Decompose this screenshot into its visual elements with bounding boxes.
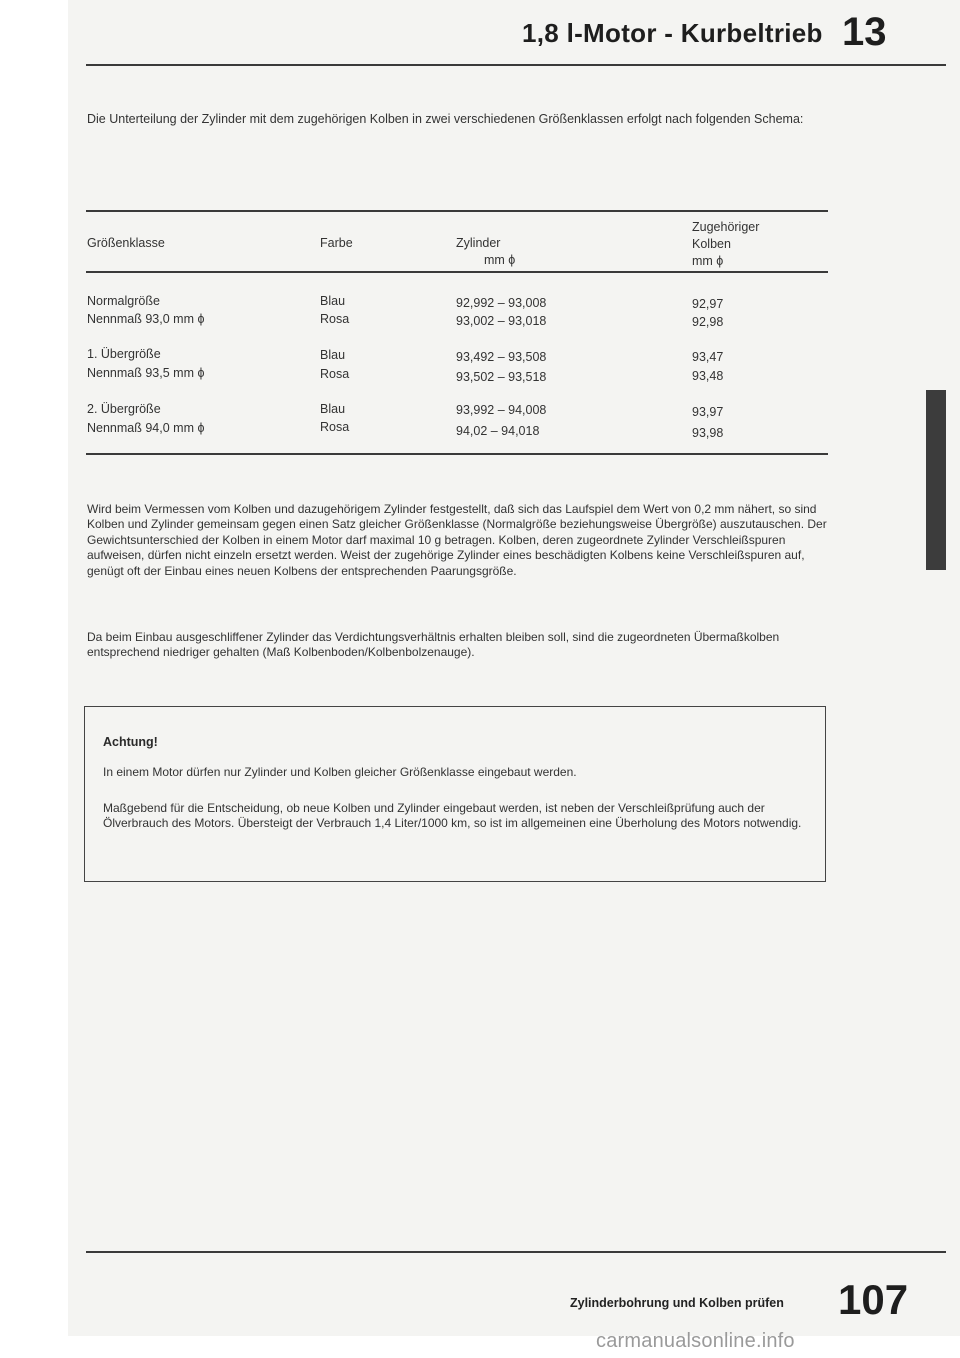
header-piston-unit: mm ϕ <box>692 254 724 268</box>
watermark: carmanualsonline.info <box>596 1330 795 1352</box>
header-rule <box>86 64 946 66</box>
warning-box <box>84 706 826 882</box>
header-cylinder-unit: mm ϕ <box>484 253 516 267</box>
warning-text: Maßgebend für die Entscheidung, ob neue Kolben und Zylinder eingebaut werden, ist neben der Verschleißprüfung auch der Ölverbrauch des Motors. Übersteigt der Verbrauch 1,4 Liter/1000 km, so ist im allgemeinen eine Überholung des Motors notwendig. <box>103 801 802 831</box>
table-row-label: 1. Übergröße <box>87 347 161 361</box>
header-size-class: Größenklasse <box>87 236 165 250</box>
table-cell-cylinder: 93,502 – 93,518 <box>456 370 547 384</box>
table-row-label: 2. Übergröße <box>87 402 161 416</box>
table-cell-piston: 93,97 <box>692 405 724 419</box>
table-cell-color: Rosa <box>320 367 350 381</box>
table-top-rule <box>86 210 828 212</box>
header-cylinder: Zylinder <box>456 236 501 250</box>
table-cell-color: Rosa <box>320 420 350 434</box>
chapter-number: 13 <box>842 10 887 54</box>
table-cell-color: Blau <box>320 402 346 416</box>
table-cell-color: Blau <box>320 348 346 362</box>
table-row-label: Nennmaß 93,0 mm ϕ <box>87 312 205 326</box>
header-piston: Zugehöriger <box>692 220 760 234</box>
table-cell-piston: 93,47 <box>692 350 724 364</box>
table-cell-piston: 92,98 <box>692 315 724 329</box>
header-piston-2: Kolben <box>692 237 731 251</box>
footer-section-title: Zylinderbohrung und Kolben prüfen <box>570 1296 784 1310</box>
table-cell-cylinder: 93,992 – 94,008 <box>456 403 547 417</box>
table-cell-color: Rosa <box>320 312 350 326</box>
table-row-label: Nennmaß 93,5 mm ϕ <box>87 366 205 380</box>
table-cell-cylinder: 94,02 – 94,018 <box>456 424 540 438</box>
page-number: 107 <box>838 1276 909 1323</box>
table-row-label: Normalgröße <box>87 294 160 308</box>
table-row-label: Nennmaß 94,0 mm ϕ <box>87 421 205 435</box>
table-cell-color: Blau <box>320 294 346 308</box>
manual-page <box>68 0 960 1336</box>
table-cell-piston: 92,97 <box>692 297 724 311</box>
table-cell-cylinder: 93,002 – 93,018 <box>456 314 547 328</box>
table-header-rule <box>86 271 828 273</box>
header-color: Farbe <box>320 236 353 250</box>
body-paragraph: Da beim Einbau ausgeschliffener Zylinder das Verdichtungsverhältnis erhalten bleiben soll, sind die zugeordneten Übermaßkolben entsprechend niedriger gehalten (Maß Kolbenboden/Kolbenbolzenauge). <box>87 630 780 660</box>
warning-text: In einem Motor dürfen nur Zylinder und Kolben gleicher Größenklasse eingebaut werden. <box>103 765 577 779</box>
table-cell-piston: 93,98 <box>692 426 724 440</box>
table-cell-cylinder: 92,992 – 93,008 <box>456 296 547 310</box>
page-title: 1,8 l-Motor - Kurbeltrieb <box>522 18 823 48</box>
table-cell-piston: 93,48 <box>692 369 724 383</box>
body-paragraph: Wird beim Vermessen vom Kolben und dazugehörigem Zylinder festgestellt, daß sich das Laufspiel dem Wert von 0,2 mm nähert, so sind Kolben und Zylinder gemeinsam gegen einen Satz gleicher Größenklasse (Normalgröße beziehungsweise Übergröße) auszutauschen. Der Gewichtsunterschied der Kolben in einem Motor darf maximal 10 g betragen. Kolben, deren zugeordnete Zylinder Verschleißspuren aufweisen, dürfen nicht einzeln ersetzt werden. Weist der zugehörige Zylinder eines beschädigten Kolbens keine Verschleißspuren auf, genügt oft der Einbau eines neuen Kolbens der entsprechenden Paarungsgröße. <box>87 502 827 578</box>
table-cell-cylinder: 93,492 – 93,508 <box>456 350 547 364</box>
intro-text: Die Unterteilung der Zylinder mit dem zugehörigen Kolben in zwei verschiedenen Größenklassen erfolgt nach folgenden Schema: <box>87 112 804 126</box>
warning-title: Achtung! <box>103 735 158 749</box>
section-tab-marker <box>926 390 946 570</box>
table-bottom-rule <box>86 453 828 455</box>
footer-rule <box>86 1251 946 1253</box>
